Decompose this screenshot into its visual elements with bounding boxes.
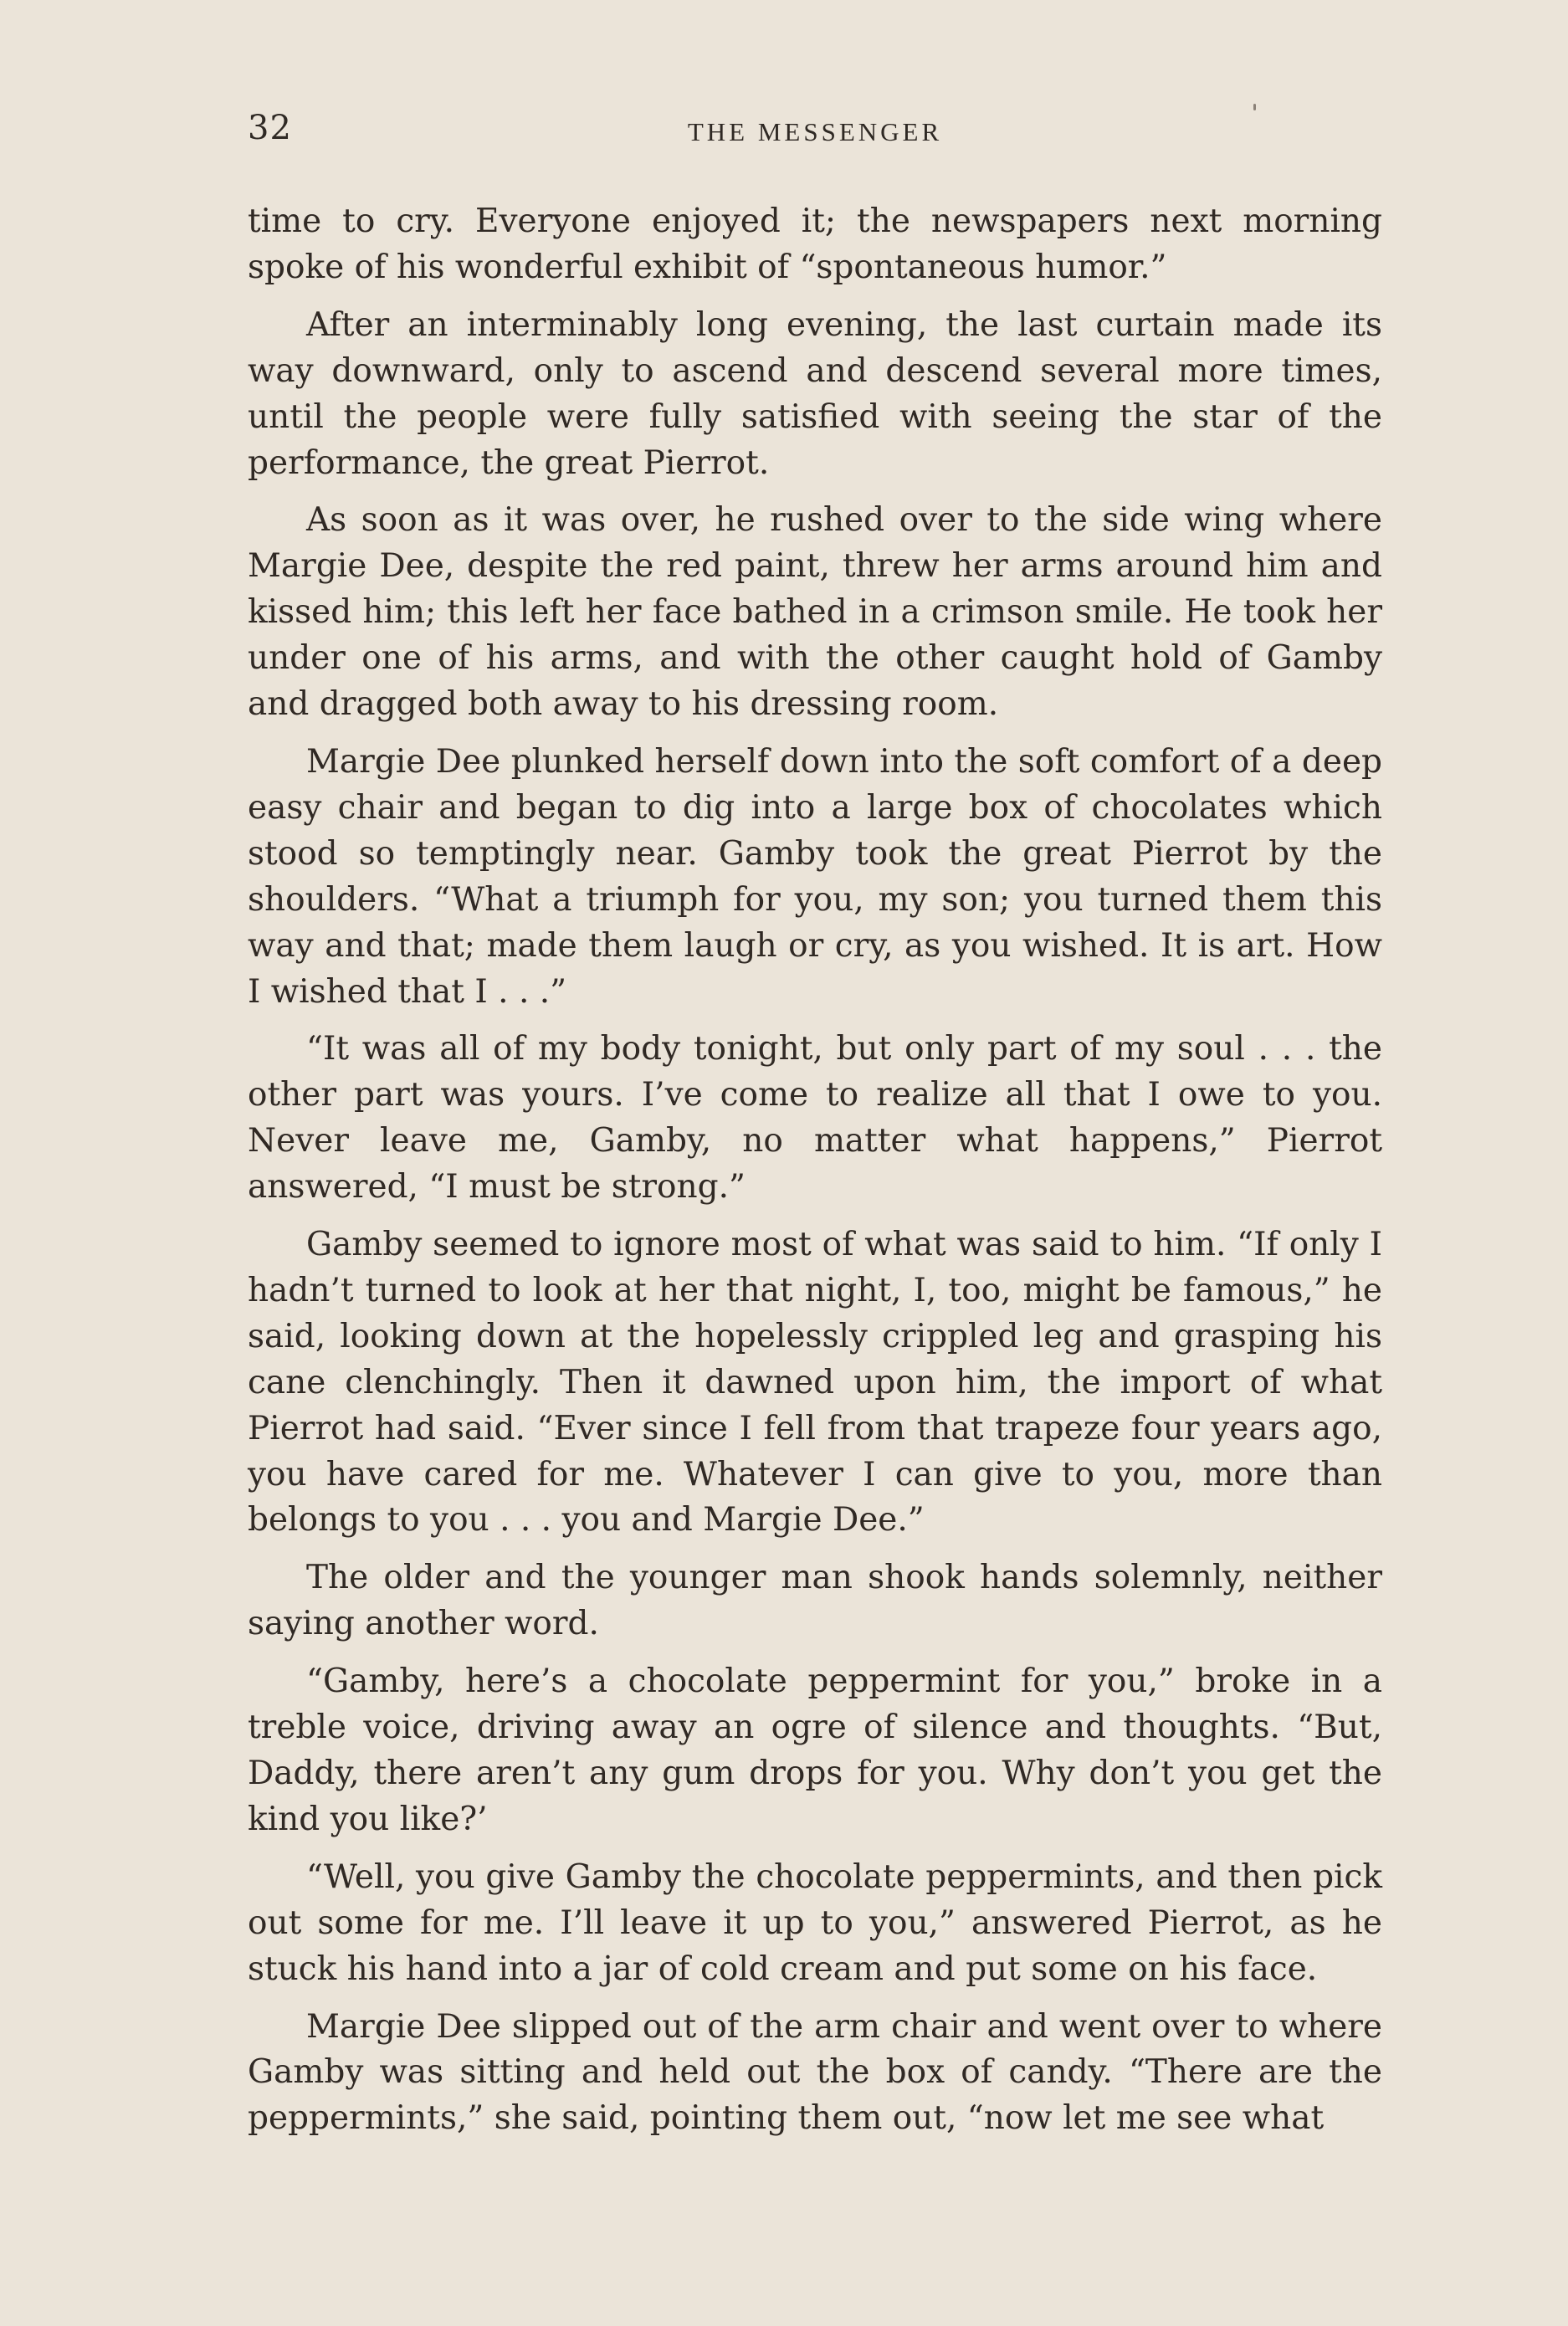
body-text xyxy=(248,199,1382,2154)
paragraph-1: time to cry. Everyone enjoyed it; the newspapers next morning spoke of his wonderful exhibit of “spontaneous humor.” xyxy=(248,202,1382,286)
paragraph-8: “Gamby, here’s a chocolate peppermint for you,” broke in a treble voice, driving away an ogre of silence and thoughts. “But, Daddy, there aren’t any gum drops for you. Why don’t you get the kind you like?’ xyxy=(248,1663,1382,1838)
paragraph-7: The older and the younger man shook hands solemnly, neither saying another word. xyxy=(248,1559,1382,1643)
paragraph-3: As soon as it was over, he rushed over to the side wing where Margie Dee, despite the red paint, threw her arms around him and kissed him; this left her face bathed in a crimson smile. He took her under one of his arms, and with the other caught hold of Gamby and dragged both away to his dressing room. xyxy=(248,501,1382,724)
page-header xyxy=(248,109,1382,159)
paragraph-4: Margie Dee plunked herself down into the soft comfort of a deep easy chair and began to dig into a large box of chocolates which stood so temptingly near. Gamby took the great Pierrot by the shoulders. “What a triumph for you, my son; you turned them this way and that; made them laugh or cry, as you wished. It is art. How I wished that I . . .” xyxy=(248,742,1382,1011)
paragraph-10: Margie Dee slipped out of the arm chair and went over to where Gamby was sitting and held out the box of candy. “There are the peppermints,” she said, pointing them out, “now let me see what xyxy=(248,2007,1382,2138)
paragraph-6: Gamby seemed to ignore most of what was said to him. “If only I hadn’t turned to look at her that night, I, too, might be famous,” he said, looking down at the hopelessly crippled leg and grasping his cane clenchingly. Then it dawned upon him, the import of what Pierrot had said. “Ever since I fell from that trapeze four years ago, you have cared for me. Whatever I can give to you, more than belongs to you . . . you and Margie Dee.” xyxy=(248,1226,1382,1540)
paragraph-5: “It was all of my body tonight, but only part of my soul . . . the other part was yours. I’ve come to realize all that I owe to you. Never leave me, Gamby, no matter what happens,” Pierrot answered, “I must be strong.” xyxy=(248,1030,1382,1207)
paragraph-9: “Well, you give Gamby the chocolate peppermints, and then pick out some for me. I’ll leave it up to you,” answered Pierrot, as he stuck his hand into a jar of cold cream and put some on his face. xyxy=(248,1857,1382,1988)
paragraph-2: After an interminably long evening, the last curtain made its way downward, only to ascend and descend several more times, until the people were fully satisfied with seeing the star of the performance, the great Pierrot. xyxy=(248,305,1382,482)
page-number: 32 xyxy=(248,109,292,147)
running-head: THE MESSENGER xyxy=(687,117,943,146)
